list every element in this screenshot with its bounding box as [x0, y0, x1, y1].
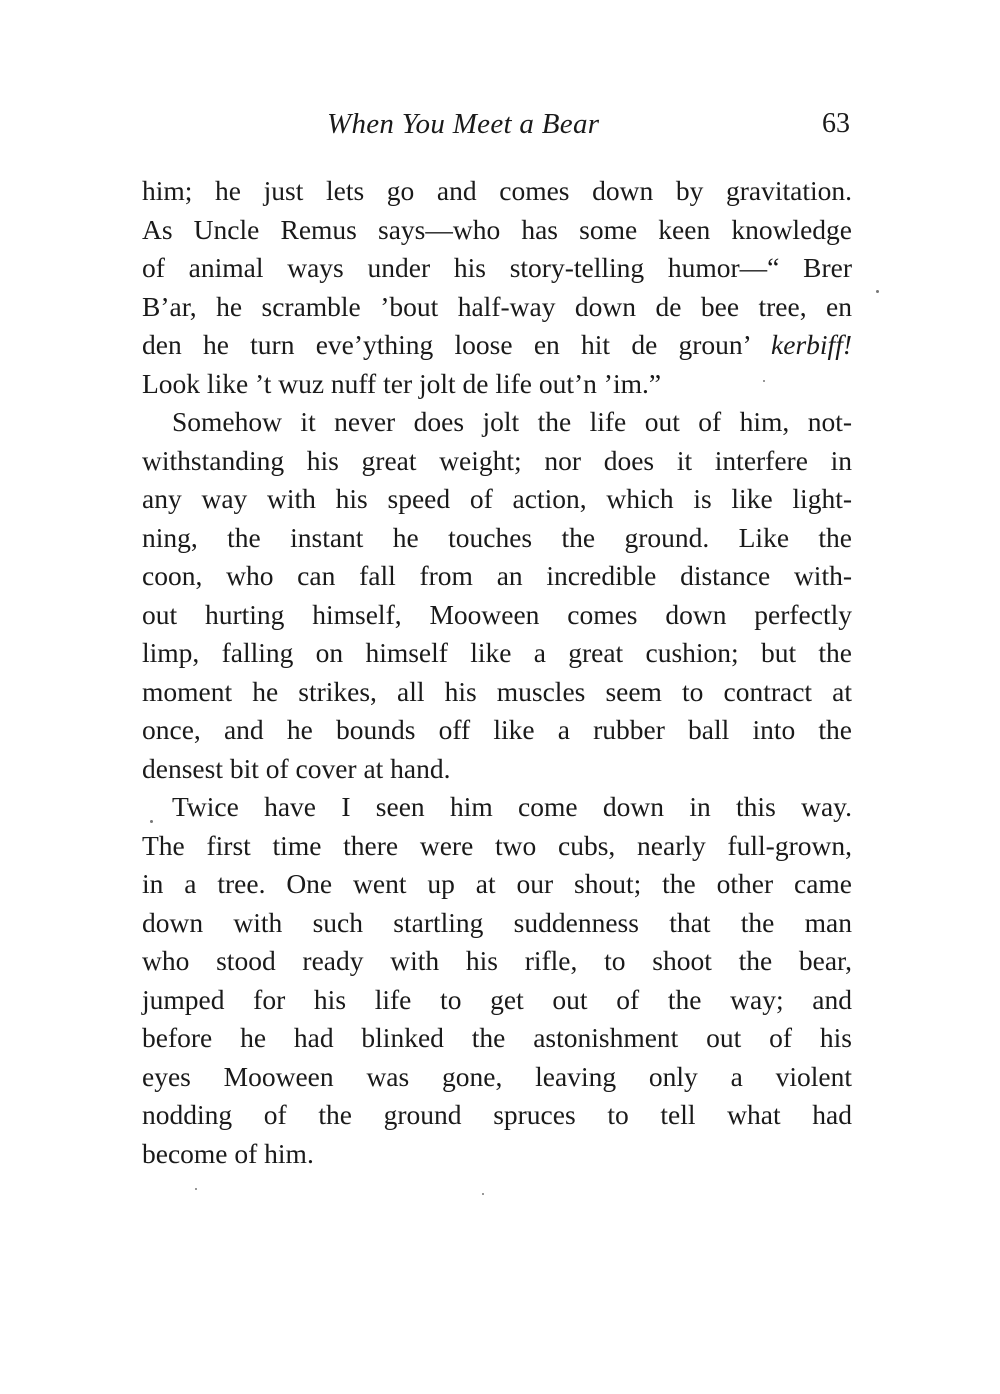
- text-line: Somehow it never does jolt the life out of him, not-: [172, 406, 852, 437]
- text-line-with-italic: [142, 326, 852, 365]
- text-line: coon, who can fall from an incredible distance with-: [142, 560, 852, 591]
- italic-word: kerbiff!: [771, 329, 852, 360]
- text-line: densest bit of cover at hand.: [142, 752, 451, 784]
- text-line: withstanding his great weight; nor does it interfere in: [142, 444, 852, 476]
- scan-speck: [195, 1188, 197, 1190]
- running-head: [142, 108, 852, 152]
- text-line: him; he just lets go and comes down by gravitation.: [142, 175, 852, 206]
- text-line: before he had blinked the astonishment out of his: [142, 1022, 852, 1053]
- text-line: down with such startling suddenness that the man: [142, 906, 852, 938]
- text-line: Twice have I seen him come down in this way.: [172, 791, 852, 822]
- text-line: moment he strikes, all his muscles seem to contract at: [142, 675, 852, 707]
- scan-speck: [150, 820, 153, 823]
- scan-speck: [482, 1193, 484, 1195]
- body-text: [142, 172, 852, 1173]
- text-line: jumped for his life to get out of the way; and: [142, 983, 852, 1015]
- text-line: in a tree. One went up at our shout; the other came: [142, 868, 852, 899]
- text-line: out hurting himself, Mooween comes down perfectly: [142, 598, 852, 630]
- text-line: ning, the instant he touches the ground. Like the: [142, 521, 852, 553]
- text-line: of animal ways under his story-telling humor—“ Brer: [142, 252, 852, 283]
- text-line: eyes Mooween was gone, leaving only a violent: [142, 1060, 852, 1092]
- page-number: 63: [822, 108, 850, 139]
- text-line: The first time there were two cubs, nearly full-grown,: [142, 829, 852, 861]
- text-line: any way with his speed of action, which is like light-: [142, 483, 852, 514]
- text-line: who stood ready with his rifle, to shoot the bear,: [142, 945, 852, 976]
- text-line: As Uncle Remus says—who has some keen knowledge: [142, 213, 852, 245]
- text-line-segment: den he turn eve’ything loose en hit de groun’: [142, 329, 750, 360]
- text-line: B’ar, he scramble ’bout half-way down de bee tree, en: [142, 290, 852, 322]
- text-line: Look like ’t wuz nuff ter jolt de life out’n ’im.”: [142, 367, 662, 399]
- running-title: When You Meet a Bear: [327, 108, 600, 140]
- text-line: nodding of the ground spruces to tell what had: [142, 1099, 852, 1130]
- scan-speck: [763, 380, 765, 382]
- text-line: once, and he bounds off like a rubber ball into the: [142, 714, 852, 745]
- scan-speck: [876, 290, 879, 293]
- text-line: limp, falling on himself like a great cushion; but the: [142, 637, 852, 668]
- text-line: become of him.: [142, 1137, 314, 1169]
